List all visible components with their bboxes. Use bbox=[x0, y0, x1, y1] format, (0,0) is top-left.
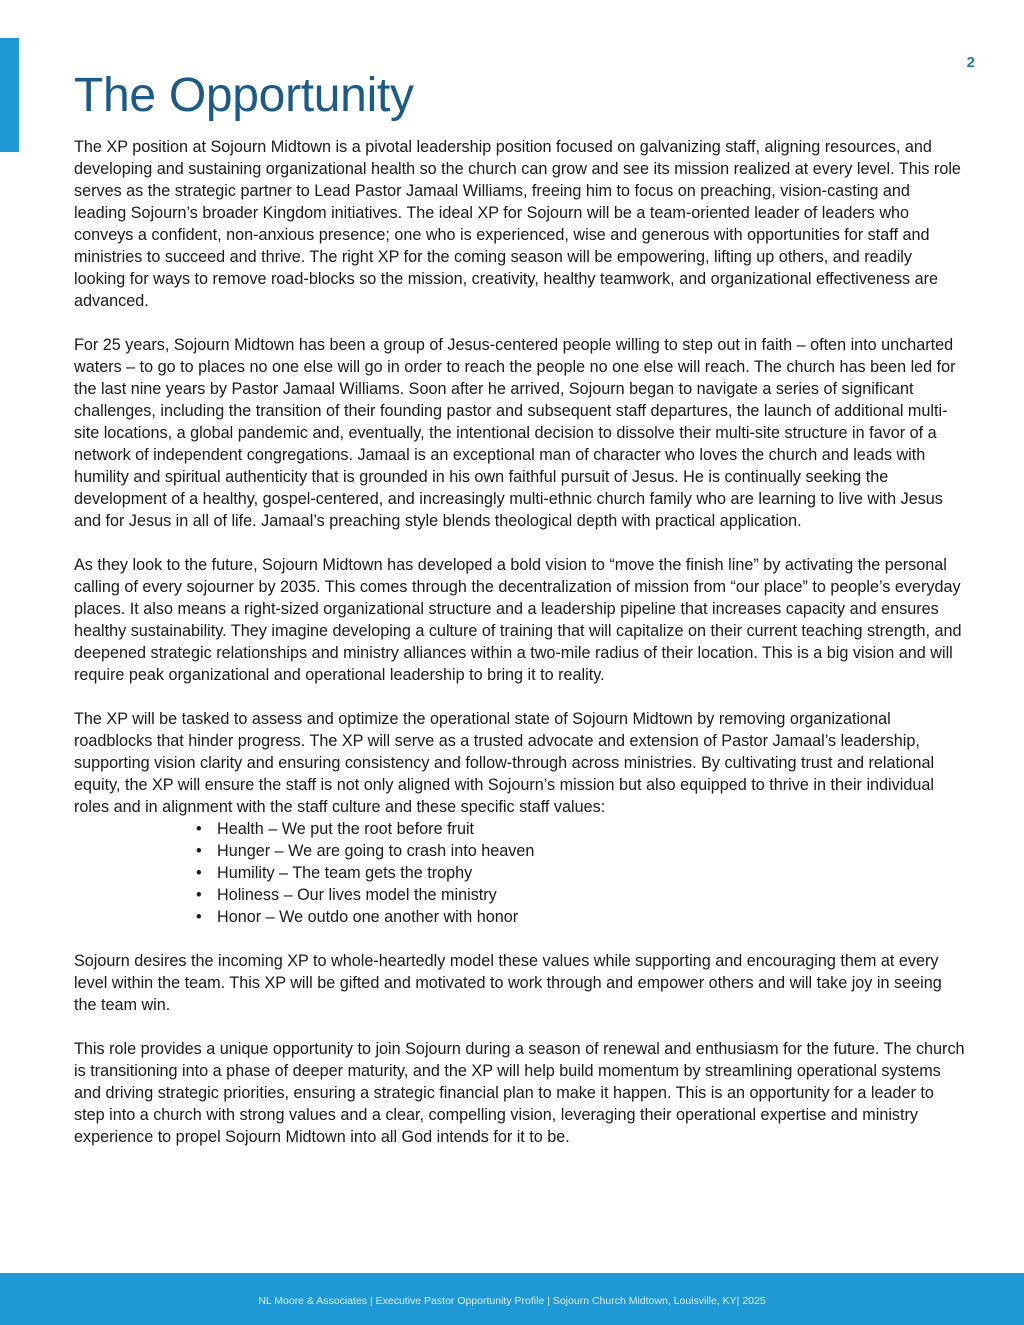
bullet-icon: • bbox=[196, 842, 202, 860]
list-item bbox=[196, 818, 966, 840]
bullet-icon: • bbox=[196, 886, 202, 904]
bullet-icon: • bbox=[196, 908, 202, 926]
paragraph-xp-position: The XP position at Sojourn Midtown is a pivotal leadership position focused on galvanizing staff, aligning resources, and developing and sustaining organizational health so the church can grow and see its mission realized at every level. This role serves as the strategic partner to Lead Pastor Jamaal Williams, freeing him to focus on preaching, vision-casting and leading Sojourn’s broader Kingdom initiatives. The ideal XP for Sojourn will be a team-oriented leader of leaders who conveys a confident, non-anxious presence; one who is experienced, wise and generous with opportunities for staff and ministries to succeed and thrive. The right XP for the coming season will be empowering, lifting up others, and readily looking for ways to remove road-blocks so the mission, creativity, healthy teamwork, and organizational effectiveness are advanced. bbox=[74, 138, 961, 310]
list-item bbox=[196, 906, 966, 928]
body-content bbox=[74, 136, 966, 1170]
list-item bbox=[196, 884, 966, 906]
value-text: Holiness – Our lives model the ministry bbox=[217, 886, 497, 904]
paragraph-history: For 25 years, Sojourn Midtown has been a group of Jesus-centered people willing to step out in faith – often into uncharted waters – to go to places no one else will go in order to reach the people no one else will reach. The church has been led for the last nine years by Pastor Jamaal Williams. Soon after he arrived, Sojourn began to navigate a series of significant challenges, including the transition of their founding pastor and subsequent staff departures, the launch of additional multi-site locations, a global pandemic and, eventually, the intentional decision to dissolve their multi-site structure in favor of a network of independent congregations. Jamaal is an exceptional man of character who loves the church and leads with humility and spiritual authenticity that is grounded in his own faithful pursuit of Jesus. He is continually seeking the development of a healthy, gospel-centered, and increasingly multi-ethnic church family who are learning to live with Jesus and for Jesus in all of life. Jamaal’s preaching style blends theological depth with practical application. bbox=[74, 336, 956, 530]
bullet-icon: • bbox=[196, 864, 202, 882]
accent-bar bbox=[0, 38, 19, 152]
bullet-icon: • bbox=[196, 820, 202, 838]
paragraph-vision: As they look to the future, Sojourn Midtown has developed a bold vision to “move the finish line” by activating the personal calling of every sojourner by 2035. This comes through the decentralization of mission from “our place” to people’s everyday places. It also means a right-sized organizational structure and a leadership pipeline that increases capacity and ensures healthy sustainability. They imagine developing a culture of training that will capitalize on their current teaching strength, and deepened strategic relationships and ministry alliances within a two-mile radius of their location. This is a big vision and will require peak organizational and operational leadership to bring it to reality. bbox=[74, 556, 962, 684]
value-text: Hunger – We are going to crash into heaven bbox=[217, 842, 535, 860]
footer-text: NL Moore & Associates | Executive Pastor Opportunity Profile | Sojourn Church Midtown, Louisville, KY| 2025 bbox=[258, 1295, 766, 1307]
staff-values-list bbox=[74, 818, 966, 928]
page-number: 2 bbox=[966, 54, 975, 71]
page-title: The Opportunity bbox=[74, 69, 414, 122]
paragraph-unique-opportunity: This role provides a unique opportunity to join Sojourn during a season of renewal and enthusiasm for the future. The church is transitioning into a phase of deeper maturity, and the XP will help build momentum by streamlining operational systems and driving strategic priorities, ensuring a strategic financial plan to make it happen. This is an opportunity for a leader to step into a church with strong values and a clear, compelling vision, leveraging their operational expertise and ministry experience to propel Sojourn Midtown into all God intends for it to be. bbox=[74, 1040, 965, 1146]
list-item bbox=[196, 840, 966, 862]
paragraph-xp-tasks: The XP will be tasked to assess and optimize the operational state of Sojourn Midtown by removing organizational roadblocks that hinder progress. The XP will serve as a trusted advocate and extension of Pastor Jamaal’s leadership, supporting vision clarity and ensuring consistency and follow-through across ministries. By cultivating trust and relational equity, the XP will ensure the staff is not only aligned with Sojourn’s mission but also equipped to thrive in their individual roles and in alignment with the staff culture and these specific staff values: bbox=[74, 710, 935, 816]
value-text: Honor – We outdo one another with honor bbox=[217, 908, 519, 926]
paragraph-values-model: Sojourn desires the incoming XP to whole-heartedly model these values while supporting and encouraging them at every level within the team. This XP will be gifted and motivated to work through and empower others and will take joy in seeing the team win. bbox=[74, 952, 942, 1014]
page-footer bbox=[0, 1273, 1024, 1325]
list-item bbox=[196, 862, 966, 884]
value-text: Health – We put the root before fruit bbox=[217, 820, 475, 838]
value-text: Humility – The team gets the trophy bbox=[217, 864, 473, 882]
